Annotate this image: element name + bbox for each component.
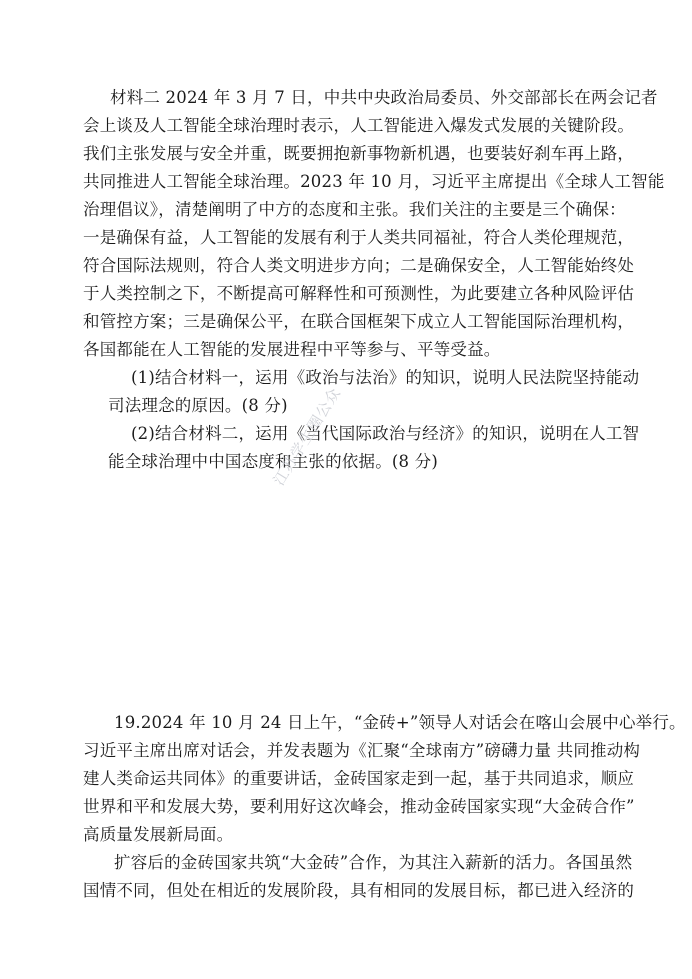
question-line: 司法理念的原因。(8 分) [108, 396, 288, 415]
text-line: 于人类控制之下，不断提高可解释性和可预测性，为此要建立各种风险评估 [83, 284, 635, 303]
question-line: 能全球治理中中国态度和主张的依据。(8 分) [108, 452, 439, 471]
question-line: (2)结合材料二，运用《当代国际政治与经济》的知识，说明在人工智 [131, 424, 640, 443]
text-line: 治理倡议》，清楚阐明了中方的态度和主张。我们关注的主要是三个确保： [83, 200, 626, 219]
text-line: 和管控方案；三是确保公平，在联合国框架下成立人工智能国际治理机构， [83, 312, 635, 331]
text-line: 习近平主席出席对话会，并发表题为《汇聚“全球南方”磅礴力量 共同推动构 [83, 741, 641, 760]
text-line: 扩容后的金砖国家共筑“大金砖”合作，为其注入薪新的活力。各国虽然 [114, 853, 633, 872]
text-line: 高质量发展新局面。 [83, 825, 234, 844]
text-line: 符合国际法规则，符合人类文明进步方向；二是确保安全，人工智能始终处 [83, 256, 635, 275]
text-line: 会上谈及人工智能全球治理时表示，人工智能进入爆发式发展的关键阶段。 [83, 116, 635, 135]
watermark: 江苏学生圈公众 [269, 384, 345, 489]
text-line: 共同推进人工智能全球治理。2023 年 10 月，习近平主席提出《全球人工智能 [83, 172, 665, 191]
text-line: 国情不同，但处在相近的发展阶段，具有相同的发展目标，都已进入经济的 [83, 881, 635, 900]
text-line: 各国都能在人工智能的发展进程中平等参与、平等受益。 [83, 340, 501, 359]
text-line: 一是确保有益，人工智能的发展有利于人类共同福祉，符合人类伦理规范， [83, 228, 635, 247]
text-line: 我们主张发展与安全并重，既要拥抱新事物新机遇，也要装好刹车再上路， [83, 144, 635, 163]
question-line: (1)结合材料一，运用《政治与法治》的知识，说明人民法院坚持能动 [131, 368, 640, 387]
text-line: 材料二 2024 年 3 月 7 日，中共中央政治局委员、外交部部长在两会记者 [110, 88, 658, 107]
text-line: 世界和平和发展大势，要利用好这次峰会，推动金砖国家实现“大金砖合作” [83, 797, 635, 816]
text-line: 19.2024 年 10 月 24 日上午，“金砖+”领导人对话会在喀山会展中心举行。 [114, 713, 686, 732]
text-line: 建人类命运共同体》的重要讲话，金砖国家走到一起，基于共同追求，顺应 [83, 769, 635, 788]
